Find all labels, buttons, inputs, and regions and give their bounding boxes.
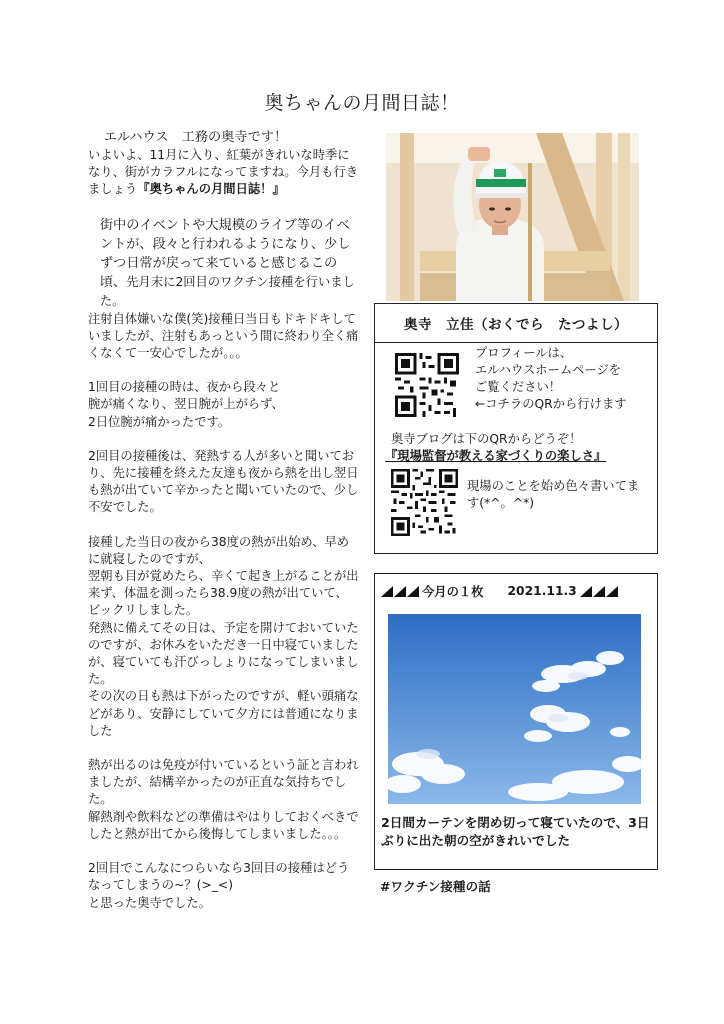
triangle-icon [381, 586, 393, 597]
worker-photo [386, 133, 639, 301]
article-greeting: エルハウス 工務の奥寺です！ [103, 130, 288, 145]
qr-code-icon [391, 469, 458, 536]
profile-name: 奥寺 立佳（おくでら たつよし） [375, 304, 657, 343]
article-paragraph: 注射自体嫌いな僕(笑)接種日当日もドキドキしていましたが、注射もあっという間に終わり全く痛くなくて一安心でしたが。。。 [88, 311, 359, 361]
article-paragraph: 翌朝も目が覚めたら、辛くて起き上がることが出来ず、体温を測ったら38.9度の熱が出ていて、ビックリしました。 [88, 569, 359, 618]
triangle-icon [407, 586, 419, 597]
profile-text-line: ご覧ください！ [475, 380, 562, 394]
article-paragraph [88, 216, 360, 311]
monthly-header [375, 574, 657, 608]
article-line: 腕が痛くなり、翌日腕が上がらず、 [88, 397, 284, 412]
article-paragraph: 2回目の接種後は、発熱する人が多いと聞いており、先に接種を終えた友達も夜から熱を出し翌日も熱が出ていて辛かったと聞いていたので、少し不安でした。 [88, 448, 359, 515]
paragraph-big-text: 街中のイベントや大規模のライブ等のイベントが、段々と行われるようになり、少しずつ日常が戻って来ていると感じるこの頃、 [99, 217, 351, 290]
blog-title [385, 446, 606, 464]
intro-bold: 『奥ちゃんの月間日誌！』 [137, 182, 285, 197]
profile-text [475, 345, 655, 413]
blog-qr-code-icon[interactable] [391, 469, 458, 536]
profile-text-line: プロフィールは、 [475, 346, 573, 360]
sky-photo [388, 614, 641, 804]
sky-photo-image [388, 614, 641, 804]
hashtag: #ワクチン接種の話 [380, 879, 491, 894]
article-paragraph: 2回目でこんなにつらいなら3回目の接種はどうなってしまうの~？(>_<) [88, 861, 350, 893]
article-paragraph: 熱が出るのは免疫が付いているという証と言われましたが、結構辛かったのが正直な気持ちでした。 [88, 758, 359, 807]
article-intro [88, 147, 360, 199]
triangle-icon [394, 586, 406, 597]
article-line: 1回目の接種の時は、夜から段々と [88, 380, 281, 395]
monthly-date: 2021.11.3 [507, 584, 577, 598]
profile-text-line: エルハウスホームページを [475, 363, 622, 377]
blog-title-text: 『現場監督が教える家づくりの楽しさ』 [385, 449, 607, 463]
article-line: 2日位腕が痛かったです。 [88, 414, 231, 429]
profile-box [374, 303, 658, 554]
triangle-icon [580, 586, 592, 597]
qr-code-icon [395, 353, 459, 417]
blog-text: 現場のことを始め色々書いてます(*^。^*) [467, 479, 640, 510]
profile-text-line: ←コチラのQRから行けます [475, 397, 627, 411]
monthly-caption: 2日間カーテンを閉め切って寝ていたので、3日ぶりに出た朝の空がきれいでした [381, 815, 650, 848]
triangle-icon [606, 586, 618, 597]
monthly-label: 今月の１枚 [422, 585, 484, 599]
article-paragraph: 発熱に備えてその日は、予定を開けておいていたのですが、お休みをいただき一日中寝ていましたが、寝ていても汗びっしょりになってしまいました。 [88, 620, 359, 687]
blog-intro: 奥寺ブログは下のQRからどうぞ！ [391, 432, 582, 446]
paragraph-small-text: 先月末に2回目のワクチン接種を行いました。 [99, 274, 355, 308]
triangle-icon [593, 586, 605, 597]
article-paragraph: その次の日も熱は下がったのですが、軽い頭痛などがあり、安静にしていて夕方には普通になりました [88, 689, 359, 738]
article-body [88, 128, 360, 912]
worker-photo-image [386, 133, 639, 301]
monthly-photo-box [374, 573, 658, 870]
intro-text: いよいよ、11月に入り、紅葉がきれいな時季になり、街がカラフルになってますね。今月も行きましょう [88, 148, 359, 197]
article-paragraph: 接種した当日の夜から38度の熱が出始め、早めに就寝したのですが、 [88, 534, 350, 566]
page-title: 奥ちゃんの月間日誌！ [264, 92, 460, 114]
article-paragraph: と思った奥寺でした。 [88, 895, 211, 910]
article-paragraph: 解熱剤や飲料などの準備はやはりしておくべきでしたと熱が出てから後悔してしまいました。。。 [88, 809, 359, 841]
profile-qr-code-icon[interactable] [395, 353, 459, 417]
